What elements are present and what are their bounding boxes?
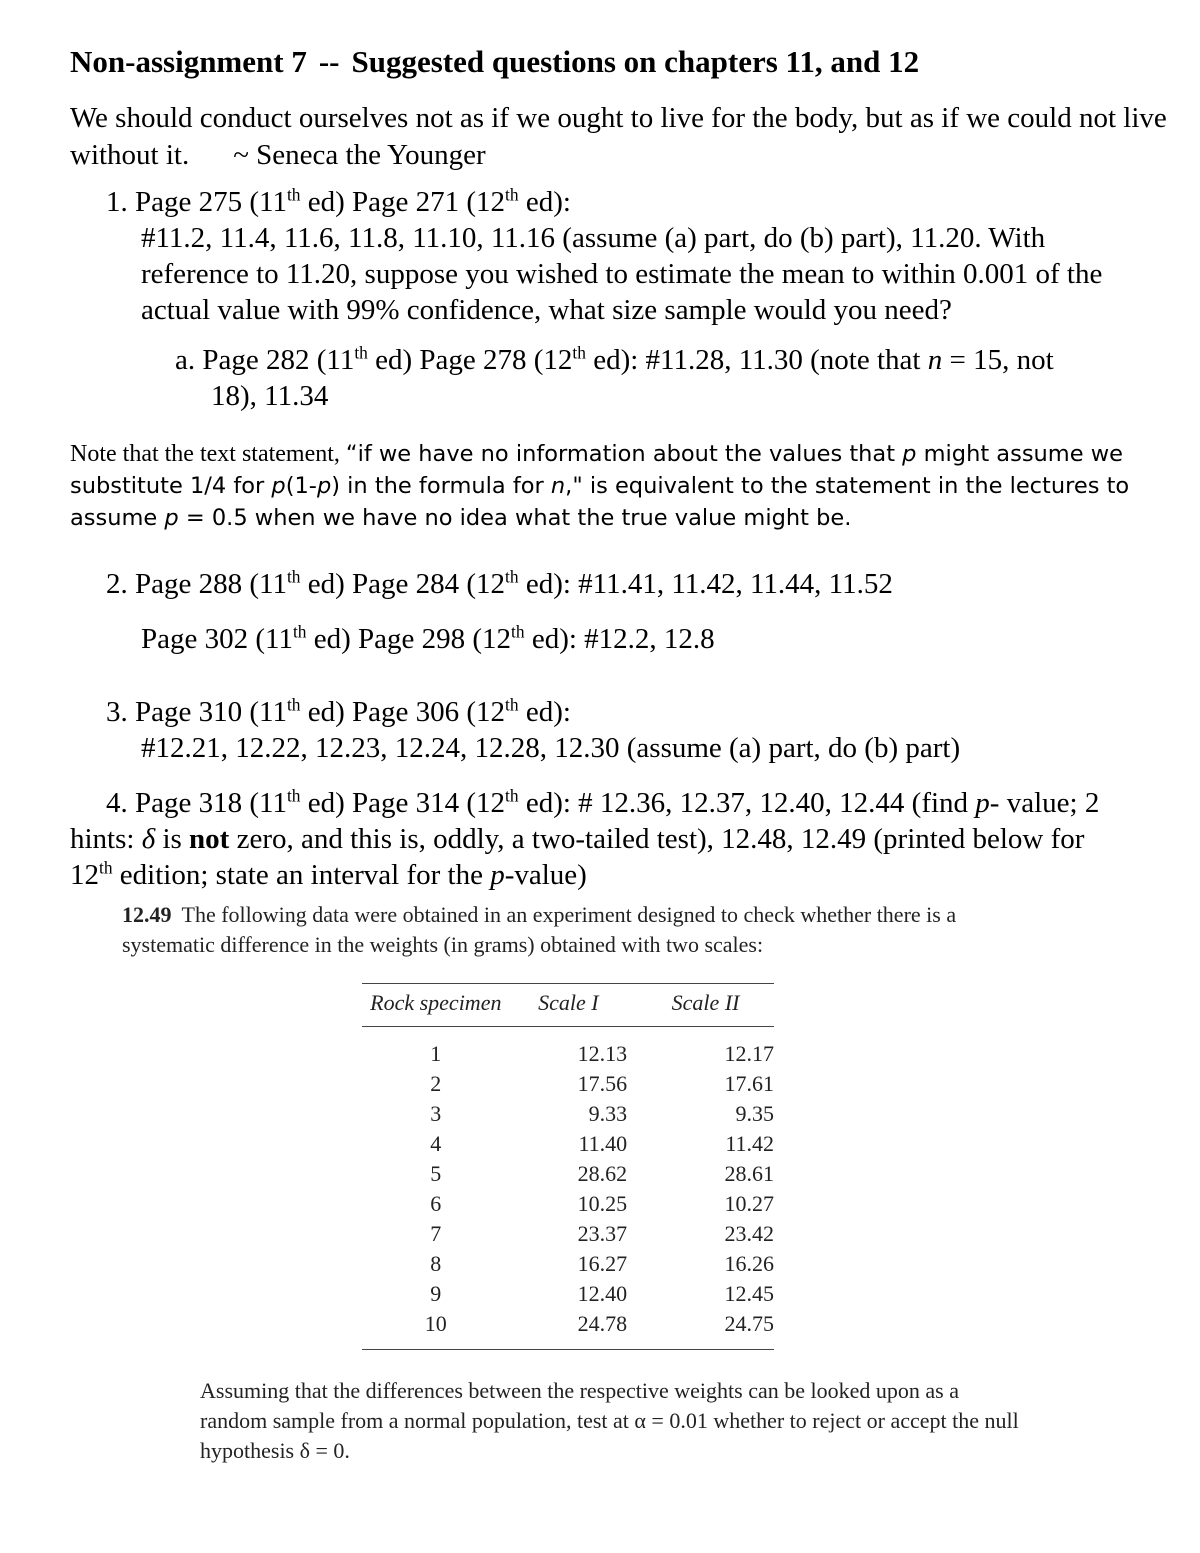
q4-post1: ed): # 12.36, 12.37, 12.40, 12.44 (find [518,787,976,819]
cell-scale1: 23.37 [577,1221,628,1246]
table-row [362,1099,774,1129]
note-text5: ," is equivalent to the statement in the lectures to assume [70,473,1130,531]
cell-scale2: 23.42 [724,1221,774,1246]
question-1-body: #11.2, 11.4, 11.6, 11.8, 11.10, 11.16 (assume (a) part, do (b) part), 11.20. With reference to 11.20, suppose you wished to estimate the mean to within 0.001 of the actual value with 99% confidence, what size sample would you need? [141,222,1103,326]
note-text4: ) in the formula for [331,473,551,499]
q1a-sup-11: th [354,342,368,363]
note-paragraph [70,438,1180,534]
rock-table [362,983,774,1350]
table-row [362,1027,774,1070]
q1a-post1: ed): #11.28, 11.30 (note that [585,344,928,376]
cell-scale2: 10.27 [724,1191,774,1216]
cell-spec: 4 [430,1131,442,1156]
note-text6: = 0.5 when we have no idea what the true value might be. [178,505,852,531]
cell-scale2: 24.75 [724,1311,774,1336]
q2-mid: ed) Page 284 (12 [300,568,506,600]
note-n: n [550,473,566,499]
q2-pre: 2. Page 288 (11 [106,568,287,600]
q4-pre: 4. Page 318 (11 [106,787,287,819]
epigraph-author: ~ Seneca the Younger [233,139,486,171]
cell-scale2: 9.35 [735,1101,774,1126]
q4-post3: is [155,823,190,855]
q1a-mid: ed) Page 278 (12 [367,344,573,376]
note-p3: p [164,505,179,531]
table-row [362,1069,774,1099]
q2b-post: ed): #12.2, 12.8 [524,623,715,655]
cell-scale1: 17.56 [577,1071,628,1096]
q2-post: ed): #11.41, 11.42, 11.44, 11.52 [518,568,893,600]
q1a-sup-12: th [572,342,586,363]
q4-post4: zero, and this is, oddly, a two-tailed test), 12.48, 12.49 (printed below for 12 [70,823,1085,891]
q4-post6: -value) [504,859,587,891]
cell-scale1: 9.33 [588,1101,628,1126]
col-rock-specimen: Rock specimen [370,990,502,1015]
col-scale-1: Scale I [538,990,599,1015]
q4-not: not [189,823,230,855]
q4-p2: p [490,859,505,891]
note-lead: Note that the text statement, [70,441,346,467]
q2b-pre: Page 302 (11 [141,623,293,655]
q2-sup-11: th [286,566,301,587]
q2b-mid: ed) Page 298 (12 [306,623,512,655]
q2-sup-12: th [505,566,519,587]
title-part2: Suggested questions on chapters 11, and 12 [351,44,920,79]
note-p1p: p [271,473,286,499]
q1a-post2: = 15, not 18), 11.34 [211,344,1054,412]
q1-mid: ed) Page 271 (12 [300,186,506,218]
cell-spec: 2 [430,1071,442,1096]
table-row [362,1189,774,1219]
excerpt-intro [122,900,1022,960]
table-row [362,1249,774,1279]
question-1 [106,184,1156,328]
q1-post: ed): [518,186,571,218]
cell-spec: 9 [430,1281,442,1306]
cell-spec: 10 [424,1311,447,1336]
cell-spec: 5 [430,1161,442,1186]
excerpt-intro-text: The following data were obtained in an experiment designed to check whether there is a systematic difference in the weights (in grams) obtained with two scales: [122,902,957,957]
q2b-sup-12: th [511,621,525,642]
cell-spec: 1 [430,1041,442,1066]
q4-sup-12b: th [99,857,113,878]
cell-spec: 6 [430,1191,442,1216]
q3-post: ed): [518,696,571,728]
table-row [362,1219,774,1249]
title-part1: Non-assignment 7 [70,44,307,79]
q1a-n: n [927,344,943,376]
excerpt-footer: Assuming that the differences between the respective weights can be looked upon as a random sample from a normal population, test at α = 0.01 whether to reject or accept the null hypothesis δ = 0. [200,1378,1019,1463]
q4-sup-12: th [505,785,519,806]
question-3-body: #12.21, 12.22, 12.23, 12.24, 12.28, 12.30 (assume (a) part, do (b) part) [141,732,961,764]
question-2b [141,621,715,657]
table-row [362,1309,774,1350]
cell-spec: 8 [430,1251,442,1276]
table-header-row [362,984,774,1027]
q1-sup-11: th [286,184,301,205]
cell-scale2: 12.17 [724,1041,774,1066]
q3-sup-11: th [286,694,301,715]
title-dash: -- [318,44,340,79]
cell-scale2: 17.61 [724,1071,774,1096]
q3-mid: ed) Page 306 (12 [300,696,506,728]
cell-scale1: 28.62 [577,1161,628,1186]
note-p2: p [316,473,332,499]
table-row [362,1279,774,1309]
page-title [70,44,919,80]
cell-scale2: 12.45 [724,1281,774,1306]
q4-p: p- [975,787,1000,819]
q1a-pre: a. Page 282 (11 [175,344,355,376]
q4-mid: ed) Page 314 (12 [300,787,506,819]
col-scale-2: Scale II [671,990,740,1015]
question-1a [175,342,1105,414]
cell-scale2: 28.61 [724,1161,774,1186]
q4-delta: δ [141,823,156,855]
q3-sup-12: th [505,694,519,715]
q4-post5: edition; state an interval for the [112,859,491,891]
cell-scale1: 16.27 [577,1251,628,1276]
cell-scale1: 10.25 [577,1191,628,1216]
note-text1: “if we have no information about the values that [345,441,903,467]
note-text3: (1- [285,473,317,499]
cell-scale1: 12.13 [577,1041,628,1066]
excerpt-number: 12.49 [122,902,172,927]
q4-post2: value; 2 hints: [70,787,1100,855]
table-row [362,1129,774,1159]
cell-spec: 3 [430,1101,442,1126]
note-p: p [902,441,917,467]
cell-scale1: 24.78 [577,1311,628,1336]
question-3 [106,694,960,766]
table-row [362,1159,774,1189]
question-2 [106,566,893,602]
epigraph [70,100,1180,174]
cell-scale1: 12.40 [577,1281,628,1306]
note-text2: might assume we substitute 1/4 for [70,441,1123,499]
cell-scale1: 11.40 [578,1131,628,1156]
q1-sup-12: th [505,184,519,205]
q1-pre: 1. Page 275 (11 [106,186,287,218]
q3-pre: 3. Page 310 (11 [106,696,287,728]
q4-sup-11: th [286,785,301,806]
cell-spec: 7 [430,1221,442,1246]
cell-scale2: 16.26 [724,1251,774,1276]
cell-scale2: 11.42 [725,1131,774,1156]
epigraph-text: We should conduct ourselves not as if we ought to live for the body, but as if we could not live without it. [70,102,1167,171]
question-4 [70,785,1130,893]
q2b-sup-11: th [292,621,307,642]
question-1-heading [106,184,1156,220]
